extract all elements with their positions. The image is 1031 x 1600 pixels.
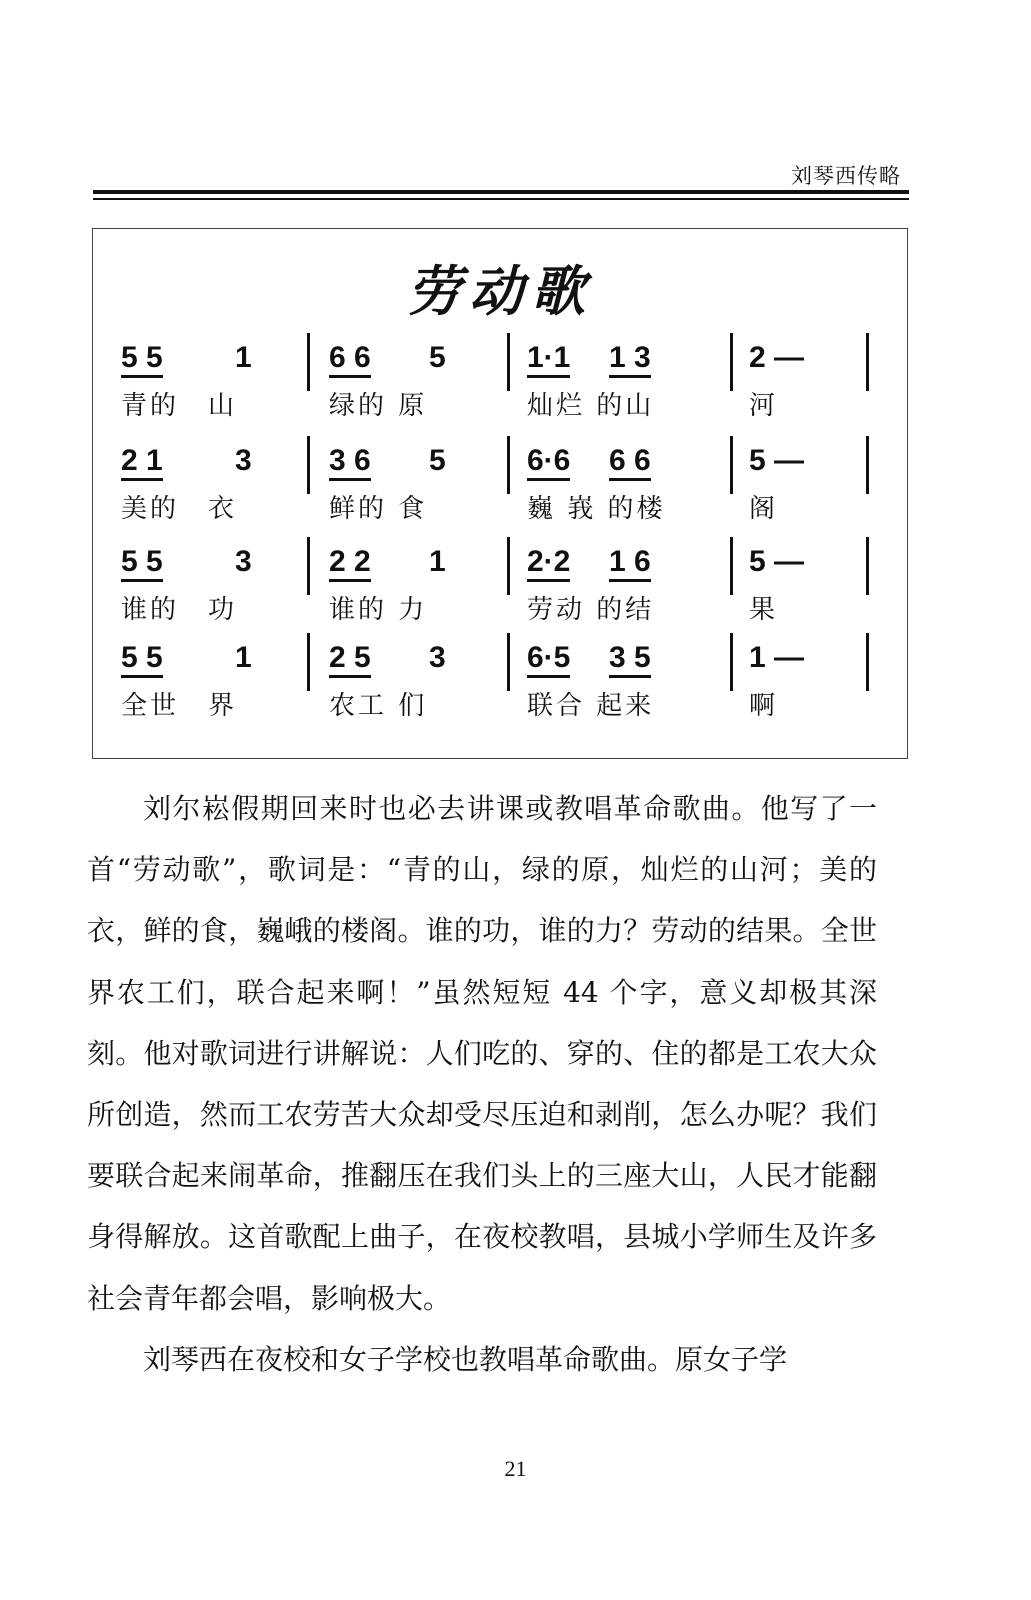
notes: 1 bbox=[429, 545, 446, 578]
underlined-notes: 6·5 bbox=[527, 641, 571, 674]
notes: 1 — bbox=[749, 641, 805, 674]
measure-lyrics: 青的 山 bbox=[121, 391, 238, 421]
measure-lyrics: 全世 界 bbox=[121, 691, 238, 721]
underlined-notes: 5 5 bbox=[121, 545, 163, 578]
underlined-notes: 6·6 bbox=[527, 444, 571, 477]
bar-line bbox=[866, 537, 869, 595]
underlined-notes: 2 5 bbox=[329, 641, 371, 674]
measure-lyrics: 美的 衣 bbox=[121, 494, 238, 524]
bar-line bbox=[507, 333, 510, 391]
underlined-notes: 1·1 bbox=[527, 341, 571, 374]
measure-lyrics: 绿的 原 bbox=[329, 391, 428, 421]
notes: 3 bbox=[235, 444, 252, 477]
bar-line bbox=[507, 436, 510, 494]
bar-line bbox=[730, 537, 733, 595]
underlined-notes: 5 5 bbox=[121, 341, 163, 374]
notes: 2 — bbox=[749, 341, 805, 374]
bar-line bbox=[730, 333, 733, 391]
measure-lyrics: 谁的 功 bbox=[121, 595, 238, 625]
measure-lyrics: 联合 起来 bbox=[527, 691, 655, 721]
measure-lyrics: 农工 们 bbox=[329, 691, 428, 721]
bar-line bbox=[730, 436, 733, 494]
notes: 5 — bbox=[749, 444, 805, 477]
underlined-notes: 3 6 bbox=[329, 444, 371, 477]
paragraph: 刘尔崧假期回来时也必去讲课或教唱革命歌曲。他写了一首“劳动歌”，歌词是：“青的山，绿的原，灿烂的山河；美的衣，鲜的食，巍峨的楼阁。谁的功，谁的力？劳动的结果。全世界农工们，联合起来啊！”虽然短短 44 个字，意义却极其深刻。他对歌词进行讲解说：人们吃的、穿的、住的都是工农大众所创造，然而工农劳苦大众却受尽压迫和剥削，怎么办呢？我们要联合起来闹革命，推翻压在我们头上的三座大山，人民才能翻身得解放。这首歌配上曲子，在夜校教唱，县城小学师生及许多社会青年都会唱，影响极大。 bbox=[87, 792, 877, 1315]
notes: 5 bbox=[429, 341, 446, 374]
notes: 5 — bbox=[749, 545, 805, 578]
body-text bbox=[87, 778, 877, 1390]
measure-lyrics: 巍 峩 的楼 bbox=[527, 494, 666, 524]
underlined-notes: 2·2 bbox=[527, 545, 571, 578]
underlined-notes: 2 1 bbox=[121, 444, 163, 477]
bar-line bbox=[307, 436, 310, 494]
song-title: 劳动歌 bbox=[407, 259, 593, 323]
bar-line bbox=[307, 633, 310, 691]
header-rule-thick bbox=[93, 190, 909, 194]
notes: 1 bbox=[235, 641, 252, 674]
notes: 3 bbox=[429, 641, 446, 674]
underlined-notes: 5 5 bbox=[121, 641, 163, 674]
notes: 5 bbox=[429, 444, 446, 477]
header-rule-thin bbox=[93, 198, 909, 200]
measure-lyrics: 果 bbox=[749, 595, 779, 625]
underlined-notes: 2 2 bbox=[329, 545, 371, 578]
notes: 3 bbox=[235, 545, 252, 578]
bar-line bbox=[307, 537, 310, 595]
score-box bbox=[92, 228, 908, 759]
header-title: 刘琴西传略 bbox=[791, 164, 901, 188]
notes: 1 6 bbox=[609, 545, 651, 578]
page-number: 21 bbox=[504, 1456, 527, 1481]
paragraph: 刘琴西在夜校和女子学校也教唱革命歌曲。原女子学 bbox=[143, 1342, 788, 1376]
notes: 6 6 bbox=[609, 444, 651, 477]
notes: 1 3 bbox=[609, 341, 651, 374]
notes: 3 5 bbox=[609, 641, 651, 674]
measure-lyrics: 灿烂 的山 bbox=[527, 391, 655, 421]
score-grid bbox=[93, 229, 907, 758]
bar-line bbox=[866, 633, 869, 691]
bar-line bbox=[866, 333, 869, 391]
measure-lyrics: 劳动 的结 bbox=[527, 595, 655, 625]
bar-line bbox=[730, 633, 733, 691]
measure-lyrics: 啊 bbox=[749, 691, 779, 721]
bar-line bbox=[507, 633, 510, 691]
measure-lyrics: 河 bbox=[749, 391, 779, 421]
bar-line bbox=[866, 436, 869, 494]
measure-lyrics: 鲜的 食 bbox=[329, 494, 428, 524]
measure-lyrics: 谁的 力 bbox=[329, 595, 428, 625]
underlined-notes: 6 6 bbox=[329, 341, 371, 374]
notes: 1 bbox=[235, 341, 252, 374]
bar-line bbox=[307, 333, 310, 391]
bar-line bbox=[507, 537, 510, 595]
measure-lyrics: 阁 bbox=[749, 494, 779, 524]
